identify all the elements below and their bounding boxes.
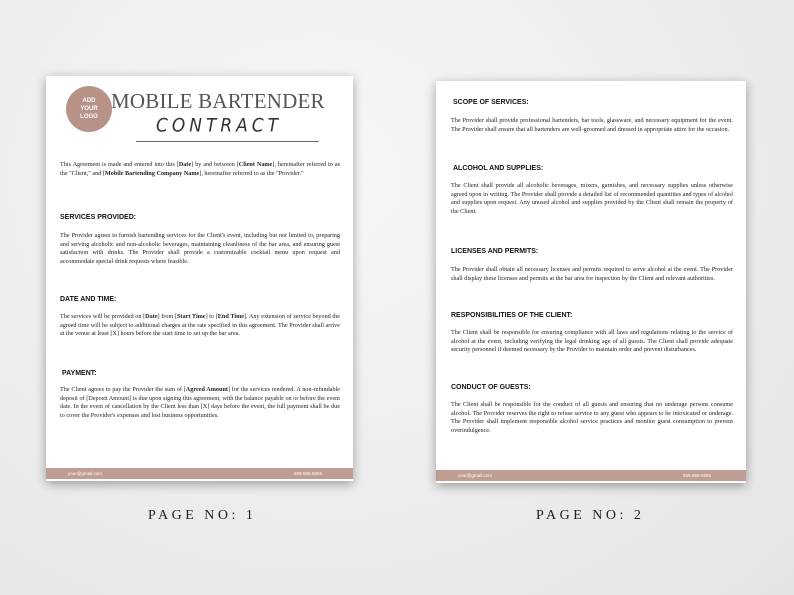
page-footer — [46, 468, 353, 479]
footer-phone: 555-555-5555 — [683, 473, 712, 478]
page-caption-1: PAGE NO: 1 — [148, 508, 257, 523]
services-paragraph: The Provider agrees to furnish bartending services for the Client's event, including but not limited to, preparing and serving alcoholic and non-alcoholic beverages, maintaining cleanliness of the bar area, and ensuring guest satisfaction with drinks. The Provider shall provide a customizable cocktail menu upon request and accommodate special drink requests where feasible. — [60, 232, 340, 266]
section-title-scope: SCOPE OF SERVICES: — [453, 99, 529, 106]
page-footer — [436, 470, 746, 481]
contract-page-2 — [436, 81, 746, 483]
section-title-alcohol: ALCOHOL AND SUPPLIES: — [453, 165, 544, 172]
section-title-date-time: DATE AND TIME: — [60, 296, 117, 303]
section-title-responsibilities: RESPONSIBILITIES OF THE CLIENT: — [451, 312, 573, 319]
section-title-payment: PAYMENT: — [62, 370, 97, 377]
alcohol-paragraph: The Client shall provide all alcoholic beverages, mixers, garnishes, and necessary supplies unless otherwise agreed upon in writing. The Provider shall provide a detailed list of recommended quantities and types of alcohol and supplies upon request. Any unused alcohol and supplies provided by the Client shall remain the property of the Client. — [451, 182, 733, 216]
date-time-paragraph: The services will be provided on [Date] from [Start Time] to [End Time]. Any extension of service beyond the agreed time will be subject to additional charges at the rate specified in this agreement. The Provider shall arrive at the venue at least [X] hours before the start time to set up the bar area. — [60, 313, 340, 338]
footer-phone: 555-555-5555 — [294, 471, 323, 476]
licenses-paragraph: The Provider shall obtain all necessary licenses and permits required to serve alcohol at the event. The Provider shall display these licenses and permits at the bar area for inspection by the Client and relevant authorities. — [451, 266, 733, 282]
section-title-licenses: LICENSES AND PERMITS: — [451, 248, 539, 255]
logo-placeholder: ADD YOUR LOGO — [66, 86, 112, 132]
contract-page-1 — [46, 76, 353, 481]
payment-paragraph: The Client agrees to pay the Provider the sum of [Agreed Amount] for the services rendered. A non-refundable deposit of [Deposit Amount] is due upon signing this agreement, with the balance payable on or before the event date. In the event of cancellation by the Client less than [X] days before the event, the full payment shall be due to cover the Provider's expenses and lost business opportunities. — [60, 386, 341, 420]
section-title-conduct: CONDUCT OF GUESTS: — [451, 384, 531, 391]
title-divider — [136, 141, 319, 142]
section-title-services: SERVICES PROVIDED: — [60, 214, 137, 221]
document-title: MOBILE BARTENDER — [111, 89, 325, 113]
intro-paragraph: This Agreement is made and entered into this [Date] by and between [Client Name], hereinafter referred to as the "Client," and [Mobile Bartending Company Name], hereinafter referred to as the "Provider." — [60, 161, 340, 177]
footer-email: your@gmail.com — [68, 471, 102, 476]
document-subtitle: CONTRACT — [156, 115, 283, 137]
page-caption-2: PAGE NO: 2 — [536, 508, 645, 523]
scope-paragraph: The Provider shall provide professional bartenders, bar tools, glassware, and necessary equipment for the event. The Provider shall ensure that all bartenders are well-groomed and dressed in appropriate attire for the occasion. — [451, 117, 733, 133]
footer-email: your@gmail.com — [458, 473, 492, 478]
responsibilities-paragraph: The Client shall be responsible for ensuring compliance with all laws and regulations relating to the service of alcohol at the event, including verifying the legal drinking age of all guests. The Client shall provide adequate security personnel if deemed necessary by the Provider to maintain order and prevent disturbances. — [451, 329, 733, 354]
conduct-paragraph: The Client shall be responsible for the conduct of all guests and ensuring that no underage persons consume alcohol. The Provider reserves the right to refuse service to any guest who appears to be intoxicated or underage. The Provider shall implement responsible alcohol service practices and monitor guest consumption to prevent overindulgence. — [451, 401, 733, 435]
